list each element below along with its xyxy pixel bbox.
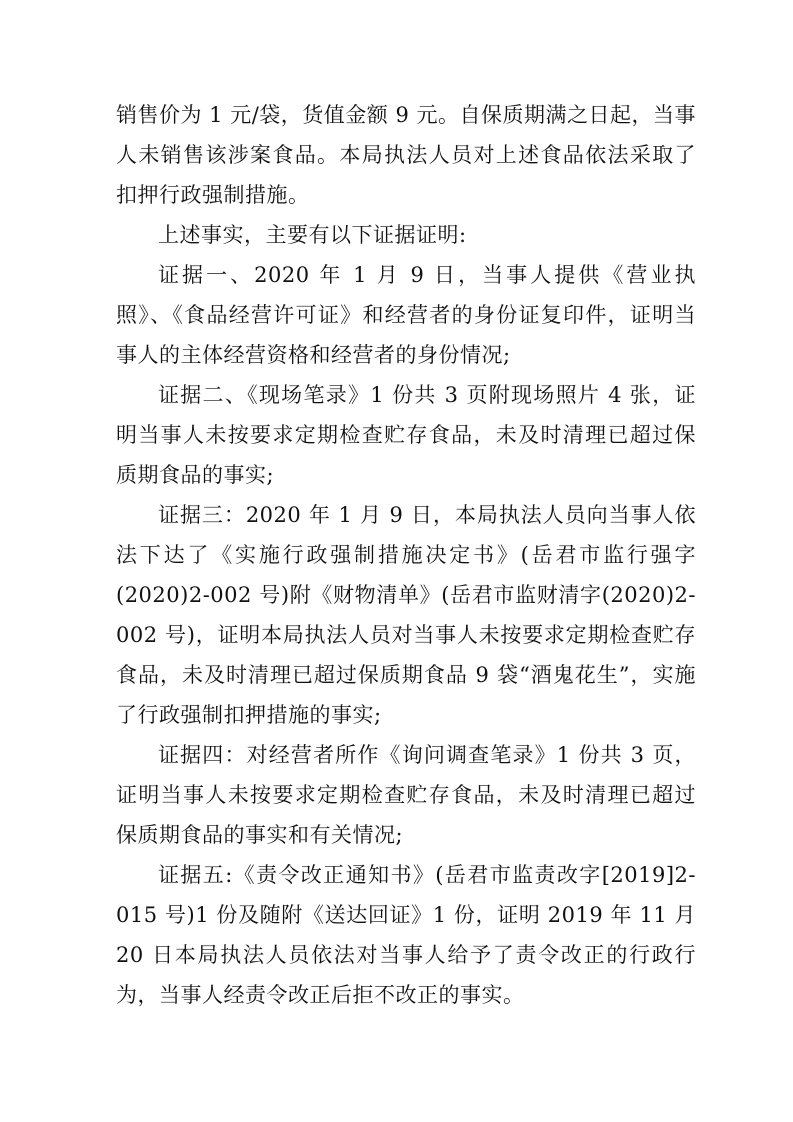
document-body (116, 95, 696, 1015)
paragraph-evidence-intro: 上述事实，主要有以下证据证明: (158, 223, 467, 247)
paragraph-evidence-2: 证据二、《现场笔录》1 份共 3 页附现场照片 4 张，证明当事人未按要求定期检查贮存食品，未及时清理已超过保质期食品的事实; (116, 383, 696, 487)
paragraph-evidence-3: 证据三：2020 年 1 月 9 日，本局执法人员向当事人依法下达了《实施行政强制措施决定书》(岳君市监行强字(2020)2-002 号)附《财物清单》(岳君市监财清字(2020)2-002 号)，证明本局执法人员对当事人未按要求定期检查贮存食品，未及时清理已超过保质期食品 9 袋“酒鬼花生”，实施了行政强制扣押措施的事实; (116, 503, 696, 727)
paragraph-evidence-1: 证据一、2020 年 1 月 9 日，当事人提供《营业执照》、《食品经营许可证》和经营者的身份证复印件，证明当事人的主体经营资格和经营者的身份情况; (116, 263, 696, 367)
paragraph-continuation: 销售价为 1 元/袋，货值金额 9 元。自保质期满之日起，当事人未销售该涉案食品。本局执法人员对上述食品依法采取了扣押行政强制措施。 (116, 103, 696, 207)
paragraph-evidence-4: 证据四：对经营者所作《询问调查笔录》1 份共 3 页，证明当事人未按要求定期检查贮存食品，未及时清理已超过保质期食品的事实和有关情况; (116, 743, 696, 847)
paragraph-evidence-5: 证据五:《责令改正通知书》(岳君市监责改字[2019]2-015 号)1 份及随附《送达回证》1 份，证明 2019 年 11 月 20 日本局执法人员依法对当事人给予了责令改正的行政行为，当事人经责令改正后拒不改正的事实。 (116, 863, 696, 1007)
